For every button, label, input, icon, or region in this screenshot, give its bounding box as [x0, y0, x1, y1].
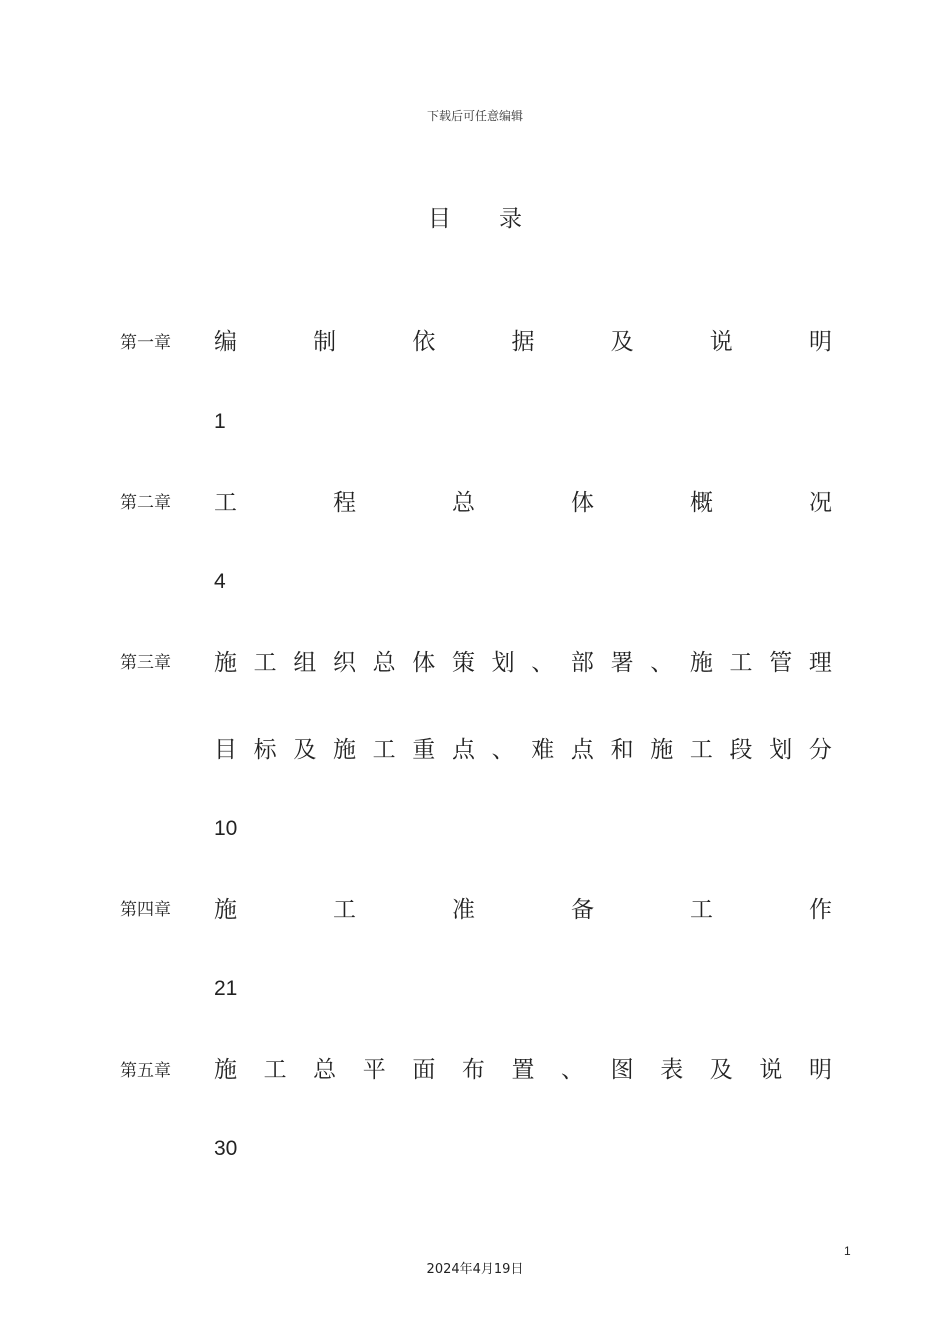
page-number: 1: [844, 1244, 851, 1258]
toc-title-char: 目: [428, 206, 451, 232]
toc-char: 置: [511, 1057, 535, 1083]
toc-char: 点: [451, 737, 475, 763]
toc-char: 段: [729, 737, 753, 763]
toc-char: 总: [313, 1057, 337, 1083]
toc-char: 表: [660, 1057, 684, 1083]
toc-char: 施: [214, 897, 237, 923]
toc-char: 难: [531, 737, 555, 763]
toc-char: 及: [709, 1057, 733, 1083]
toc-char: 标: [253, 737, 277, 763]
toc-char: 体: [571, 490, 594, 516]
toc-char: 织: [332, 650, 356, 676]
toc-char: 平: [362, 1057, 386, 1083]
toc-char: 施: [214, 1057, 237, 1083]
toc-char: 施: [214, 650, 237, 676]
toc-char: 目: [214, 737, 237, 763]
toc-char: 和: [610, 737, 634, 763]
toc-char: 理: [808, 650, 832, 676]
toc-char: 及: [610, 329, 634, 355]
toc-char: 、: [491, 737, 515, 763]
toc-char: 明: [808, 329, 832, 355]
toc-char: 部: [570, 650, 594, 676]
toc-char: 、: [531, 650, 555, 676]
toc-char: 编: [214, 329, 237, 355]
toc-char: 组: [293, 650, 317, 676]
toc-char: 策: [451, 650, 475, 676]
toc-char: 概: [690, 490, 713, 516]
toc-title-char: 录: [499, 206, 522, 232]
toc-char: 划: [769, 737, 793, 763]
toc-char: 工: [214, 490, 237, 516]
chapter-label: 第四章: [120, 900, 171, 920]
page-ref: 30: [214, 1137, 238, 1160]
chapter-label: 第二章: [120, 493, 171, 513]
header-note: 下载后可任意编辑: [426, 109, 523, 123]
toc-char: 总: [452, 490, 475, 516]
toc-char: 图: [610, 1057, 634, 1083]
toc-char: 面: [412, 1057, 436, 1083]
toc-char: 划: [491, 650, 515, 676]
toc-char: 工: [729, 650, 753, 676]
toc-char: 总: [372, 650, 396, 676]
toc-char: 作: [809, 897, 832, 923]
toc-char: 施: [689, 650, 713, 676]
toc-line: [214, 731, 832, 764]
toc-line: [214, 484, 832, 517]
toc-char: 制: [313, 329, 337, 355]
chapter-label: 第三章: [120, 653, 171, 673]
toc-char: 署: [610, 650, 634, 676]
toc-char: 工: [333, 897, 356, 923]
toc-char: 程: [333, 490, 356, 516]
page-ref: 1: [214, 410, 226, 433]
toc-char: 及: [293, 737, 317, 763]
toc-char: 工: [372, 737, 396, 763]
chapter-label: 第一章: [120, 333, 171, 353]
toc-char: 明: [808, 1057, 832, 1083]
page-ref: 10: [214, 817, 238, 840]
toc-char: 工: [690, 897, 713, 923]
toc-line: [214, 323, 832, 356]
toc-char: 况: [809, 490, 832, 516]
toc-char: 分: [808, 737, 832, 763]
toc-line: [214, 891, 832, 924]
toc-title: [0, 200, 950, 233]
footer-date: 2024年4月19日: [426, 1262, 524, 1277]
toc-char: 工: [253, 650, 277, 676]
toc-char: 施: [332, 737, 356, 763]
toc-char: 说: [709, 329, 733, 355]
toc-char: 依: [412, 329, 436, 355]
toc-char: 重: [412, 737, 436, 763]
toc-char: 点: [570, 737, 594, 763]
toc-char: 布: [461, 1057, 485, 1083]
chapter-label: 第五章: [120, 1061, 171, 1081]
page-ref: 4: [214, 570, 226, 593]
page-ref: 21: [214, 977, 238, 1000]
toc-char: 管: [769, 650, 793, 676]
toc-char: 、: [561, 1057, 585, 1083]
toc-char: 说: [759, 1057, 783, 1083]
toc-char: 施: [650, 737, 674, 763]
toc-char: 备: [571, 897, 594, 923]
toc-line: [214, 644, 832, 677]
toc-char: 据: [511, 329, 535, 355]
toc-char: 、: [650, 650, 674, 676]
toc-line: [214, 1051, 832, 1084]
toc-char: 工: [689, 737, 713, 763]
toc-char: 体: [412, 650, 436, 676]
toc-char: 准: [452, 897, 475, 923]
toc-char: 工: [263, 1057, 287, 1083]
